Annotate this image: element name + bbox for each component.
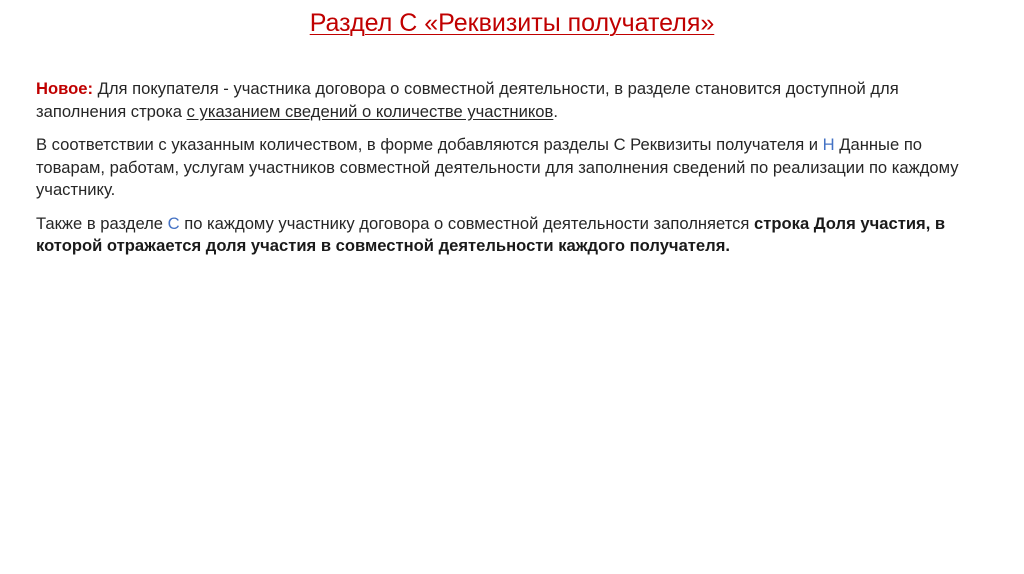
- paragraph-new: [36, 78, 986, 123]
- slide-title: Раздел С «Реквизиты получателя»: [309, 9, 715, 37]
- paragraph-new-text-1: Для покупателя - участника договора о совместной деятельности, в разделе становится доступной для заполнения строка: [36, 79, 899, 121]
- section-c-letter: С: [167, 213, 180, 233]
- slide-body: [36, 78, 986, 269]
- section-h-letter: Н: [822, 135, 835, 154]
- paragraph-sections-text-1: В соответствии с указанным количеством, в форме добавляются разделы С Реквизиты получателя и: [36, 135, 823, 154]
- paragraph-new-underlined: с указанием сведений о количестве участников: [186, 101, 554, 121]
- paragraph-share-text-2: по каждому участнику договора о совместной деятельности заполняется: [179, 213, 755, 233]
- paragraph-share: [36, 213, 986, 258]
- paragraph-new-text-2: .: [553, 101, 558, 121]
- new-label: Новое:: [36, 79, 93, 98]
- paragraph-sections-text-2: Данные по товарам, работам, услугам участников совместной деятельности для заполнения сведений по реализации по каждому участнику.: [36, 135, 959, 199]
- paragraph-share-text-1: Также в разделе: [36, 213, 168, 233]
- paragraph-sections: [36, 134, 986, 202]
- paragraph-share-bold: строка Доля участия, в которой отражается доля участия в совместной деятельности каждого получателя.: [36, 213, 946, 255]
